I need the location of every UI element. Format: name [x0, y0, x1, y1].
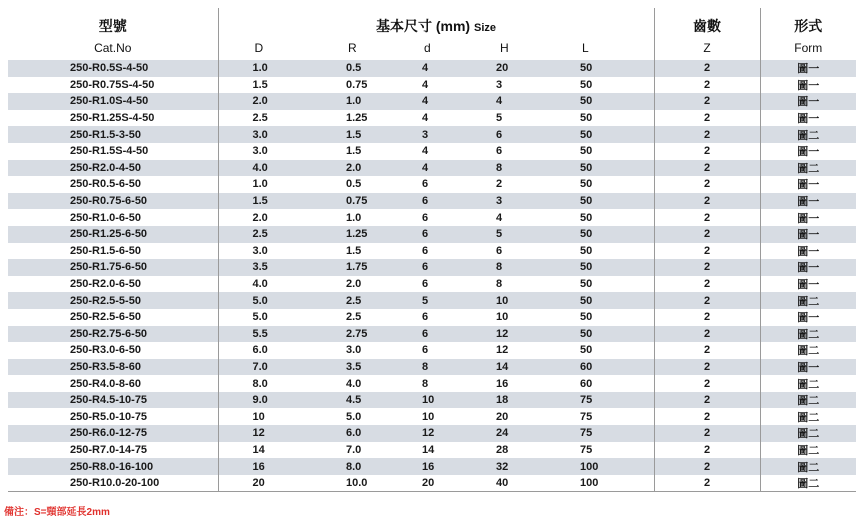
table-row: [8, 309, 856, 326]
col-shank-d-header: d: [424, 41, 431, 55]
r-cell: 2.5: [308, 292, 398, 309]
d-cell: 10: [218, 408, 308, 425]
table-row: [8, 326, 856, 343]
table-row: [8, 475, 856, 492]
teeth-cell: 2: [654, 160, 760, 177]
d-cell: 6.0: [218, 342, 308, 359]
r-cell: 4.5: [308, 392, 398, 409]
shank-d-cell: 10: [398, 392, 478, 409]
col-d-header: D: [218, 36, 308, 60]
table-header: [8, 8, 856, 60]
cat-no-cell: 250-R1.5-3-50: [8, 126, 218, 143]
shank-d-cell: 4: [398, 143, 478, 160]
r-cell: 3.5: [308, 359, 398, 376]
table-row: [8, 425, 856, 442]
l-cell: 50: [558, 93, 654, 110]
form-cell: 圖二: [760, 392, 856, 409]
r-cell: 1.75: [308, 259, 398, 276]
l-cell: 75: [558, 425, 654, 442]
r-cell: 2.0: [308, 160, 398, 177]
form-cell: 圖一: [760, 110, 856, 127]
l-cell: 75: [558, 408, 654, 425]
r-cell: 3.0: [308, 342, 398, 359]
l-cell: 50: [558, 60, 654, 77]
cat-no-cell: 250-R4.5-10-75: [8, 392, 218, 409]
r-cell: 1.25: [308, 226, 398, 243]
shank-d-cell: 4: [398, 160, 478, 177]
d-cell: 5.0: [218, 309, 308, 326]
teeth-cell: 2: [654, 126, 760, 143]
shank-d-cell: 6: [398, 243, 478, 260]
cat-no-cell: 250-R2.0-4-50: [8, 160, 218, 177]
table-row: [8, 110, 856, 127]
l-cell: 50: [558, 259, 654, 276]
d-cell: 1.0: [218, 60, 308, 77]
d-cell: 5.0: [218, 292, 308, 309]
l-cell: 50: [558, 193, 654, 210]
h-cell: 6: [478, 143, 558, 160]
teeth-cell: 2: [654, 359, 760, 376]
shank-d-cell: 5: [398, 292, 478, 309]
footnote: 備注：S=頸部延長2mm: [4, 507, 110, 518]
shank-d-cell: 14: [398, 442, 478, 459]
table-row: [8, 243, 856, 260]
d-cell: 5.5: [218, 326, 308, 343]
d-cell: 4.0: [218, 160, 308, 177]
l-cell: 50: [558, 226, 654, 243]
shank-d-cell: 4: [398, 60, 478, 77]
shank-d-cell: 6: [398, 193, 478, 210]
r-cell: 1.5: [308, 126, 398, 143]
teeth-cell: 2: [654, 60, 760, 77]
table-row: [8, 60, 856, 77]
cat-no-cell: 250-R1.75-6-50: [8, 259, 218, 276]
shank-d-cell: 6: [398, 342, 478, 359]
teeth-cell: 2: [654, 176, 760, 193]
cat-no-cell: 250-R10.0-20-100: [8, 475, 218, 492]
r-cell: 1.5: [308, 143, 398, 160]
form-cell: 圖二: [760, 342, 856, 359]
h-cell: 12: [478, 326, 558, 343]
d-cell: 9.0: [218, 392, 308, 409]
shank-d-cell: 6: [398, 176, 478, 193]
h-cell: 10: [478, 292, 558, 309]
d-cell: 7.0: [218, 359, 308, 376]
form-cell: 圖二: [760, 442, 856, 459]
d-cell: 2.5: [218, 110, 308, 127]
form-cell: 圖二: [760, 292, 856, 309]
cat-no-cell: 250-R8.0-16-100: [8, 458, 218, 475]
teeth-cell: 2: [654, 342, 760, 359]
l-cell: 50: [558, 143, 654, 160]
col-r-header: R: [348, 41, 357, 55]
r-cell: 1.0: [308, 209, 398, 226]
teeth-cell: 2: [654, 259, 760, 276]
shank-d-cell: 8: [398, 375, 478, 392]
r-cell: 0.75: [308, 193, 398, 210]
teeth-cell: 2: [654, 209, 760, 226]
l-cell: 50: [558, 243, 654, 260]
h-cell: 4: [478, 93, 558, 110]
table-row: [8, 160, 856, 177]
teeth-cell: 2: [654, 93, 760, 110]
table-row: [8, 143, 856, 160]
h-cell: 14: [478, 359, 558, 376]
table-row: [8, 226, 856, 243]
cat-no-cell: 250-R0.75S-4-50: [8, 77, 218, 94]
shank-d-cell: 6: [398, 276, 478, 293]
r-cell: 7.0: [308, 442, 398, 459]
table-body: [8, 60, 856, 492]
table-row: [8, 77, 856, 94]
teeth-cell: 2: [654, 408, 760, 425]
r-cell: 10.0: [308, 475, 398, 492]
cat-no-cell: 250-R6.0-12-75: [8, 425, 218, 442]
shank-d-cell: 12: [398, 425, 478, 442]
table-row: [8, 193, 856, 210]
shank-d-cell: 4: [398, 77, 478, 94]
table-row: [8, 292, 856, 309]
table-row: [8, 342, 856, 359]
col-h-header: H: [500, 41, 509, 55]
teeth-cell: 2: [654, 77, 760, 94]
l-cell: 50: [558, 77, 654, 94]
form-cell: 圖一: [760, 243, 856, 260]
cat-no-cell: 250-R2.0-6-50: [8, 276, 218, 293]
table-row: [8, 458, 856, 475]
size-header: [218, 8, 654, 36]
table-row: [8, 126, 856, 143]
l-cell: 50: [558, 326, 654, 343]
shank-d-cell: 6: [398, 226, 478, 243]
h-cell: 10: [478, 309, 558, 326]
h-cell: 8: [478, 259, 558, 276]
h-cell: 28: [478, 442, 558, 459]
h-cell: 5: [478, 226, 558, 243]
shank-d-cell: 20: [398, 475, 478, 492]
table-row: [8, 93, 856, 110]
form-header-en: Form: [760, 36, 856, 60]
teeth-cell: 2: [654, 143, 760, 160]
size-header-en: Size: [474, 22, 497, 34]
l-cell: 60: [558, 375, 654, 392]
cat-no-cell: 250-R0.5-6-50: [8, 176, 218, 193]
shank-d-cell: 10: [398, 408, 478, 425]
r-cell: 6.0: [308, 425, 398, 442]
spec-table-sheet: [8, 8, 856, 492]
size-header-label: 基本尺寸 (mm): [375, 18, 471, 34]
d-cell: 3.0: [218, 126, 308, 143]
table-row: [8, 375, 856, 392]
h-cell: 3: [478, 193, 558, 210]
d-cell: 1.5: [218, 193, 308, 210]
table-row: [8, 209, 856, 226]
table-row: [8, 408, 856, 425]
r-cell: 2.75: [308, 326, 398, 343]
r-cell: 0.5: [308, 176, 398, 193]
form-cell: 圖二: [760, 425, 856, 442]
teeth-cell: 2: [654, 110, 760, 127]
d-cell: 20: [218, 475, 308, 492]
teeth-cell: 2: [654, 475, 760, 492]
l-cell: 50: [558, 292, 654, 309]
d-cell: 2.0: [218, 93, 308, 110]
model-header: 型號: [98, 18, 127, 34]
form-cell: 圖二: [760, 160, 856, 177]
table-row: [8, 276, 856, 293]
shank-d-cell: 6: [398, 309, 478, 326]
teeth-cell: 2: [654, 326, 760, 343]
teeth-cell: 2: [654, 392, 760, 409]
h-cell: 5: [478, 110, 558, 127]
cat-no-cell: 250-R0.75-6-50: [8, 193, 218, 210]
r-cell: 1.0: [308, 93, 398, 110]
r-cell: 0.75: [308, 77, 398, 94]
table-row: [8, 259, 856, 276]
d-cell: 16: [218, 458, 308, 475]
form-cell: 圖二: [760, 458, 856, 475]
spec-table: [8, 8, 856, 492]
teeth-cell: 2: [654, 442, 760, 459]
cat-no-cell: 250-R3.0-6-50: [8, 342, 218, 359]
form-cell: 圖一: [760, 309, 856, 326]
h-cell: 16: [478, 375, 558, 392]
form-cell: 圖一: [760, 276, 856, 293]
teeth-cell: 2: [654, 309, 760, 326]
shank-d-cell: 6: [398, 259, 478, 276]
col-l-header: L: [582, 41, 589, 55]
cat-no-cell: 250-R2.5-6-50: [8, 309, 218, 326]
l-cell: 75: [558, 392, 654, 409]
cat-no-cell: 250-R5.0-10-75: [8, 408, 218, 425]
r-cell: 0.5: [308, 60, 398, 77]
h-cell: 2: [478, 176, 558, 193]
table-row: [8, 442, 856, 459]
table-row: [8, 176, 856, 193]
form-cell: 圖一: [760, 193, 856, 210]
h-cell: 40: [478, 475, 558, 492]
l-cell: 60: [558, 359, 654, 376]
model-header-en: Cat.No: [94, 41, 132, 55]
teeth-header: 齒數: [654, 8, 760, 36]
form-cell: 圖二: [760, 326, 856, 343]
form-cell: 圖一: [760, 77, 856, 94]
cat-no-cell: 250-R1.5-6-50: [8, 243, 218, 260]
teeth-cell: 2: [654, 276, 760, 293]
l-cell: 50: [558, 209, 654, 226]
h-cell: 3: [478, 77, 558, 94]
h-cell: 6: [478, 126, 558, 143]
h-cell: 8: [478, 276, 558, 293]
cat-no-cell: 250-R1.25S-4-50: [8, 110, 218, 127]
cat-no-cell: 250-R4.0-8-60: [8, 375, 218, 392]
cat-no-cell: 250-R1.5S-4-50: [8, 143, 218, 160]
h-cell: 6: [478, 243, 558, 260]
h-cell: 12: [478, 342, 558, 359]
cat-no-cell: 250-R0.5S-4-50: [8, 60, 218, 77]
teeth-cell: 2: [654, 243, 760, 260]
d-cell: 2.5: [218, 226, 308, 243]
d-cell: 3.0: [218, 143, 308, 160]
h-cell: 20: [478, 60, 558, 77]
form-cell: 圖二: [760, 126, 856, 143]
d-cell: 2.0: [218, 209, 308, 226]
cat-no-cell: 250-R1.0-6-50: [8, 209, 218, 226]
form-cell: 圖一: [760, 259, 856, 276]
r-cell: 2.0: [308, 276, 398, 293]
d-cell: 14: [218, 442, 308, 459]
d-cell: 4.0: [218, 276, 308, 293]
h-cell: 8: [478, 160, 558, 177]
cat-no-cell: 250-R2.5-5-50: [8, 292, 218, 309]
form-cell: 圖一: [760, 176, 856, 193]
l-cell: 50: [558, 126, 654, 143]
d-cell: 1.5: [218, 77, 308, 94]
form-header: 形式: [760, 8, 856, 36]
l-cell: 100: [558, 458, 654, 475]
h-cell: 32: [478, 458, 558, 475]
form-cell: 圖一: [760, 143, 856, 160]
form-cell: 圖一: [760, 359, 856, 376]
l-cell: 50: [558, 160, 654, 177]
cat-no-cell: 250-R7.0-14-75: [8, 442, 218, 459]
d-cell: 1.0: [218, 176, 308, 193]
d-cell: 8.0: [218, 375, 308, 392]
table-row: [8, 392, 856, 409]
d-cell: 12: [218, 425, 308, 442]
h-cell: 20: [478, 408, 558, 425]
shank-d-cell: 6: [398, 209, 478, 226]
r-cell: 5.0: [308, 408, 398, 425]
cat-no-cell: 250-R3.5-8-60: [8, 359, 218, 376]
teeth-cell: 2: [654, 193, 760, 210]
form-cell: 圖一: [760, 93, 856, 110]
l-cell: 50: [558, 342, 654, 359]
form-cell: 圖二: [760, 408, 856, 425]
teeth-cell: 2: [654, 292, 760, 309]
teeth-cell: 2: [654, 458, 760, 475]
shank-d-cell: 4: [398, 110, 478, 127]
h-cell: 18: [478, 392, 558, 409]
teeth-header-en: Z: [654, 36, 760, 60]
table-row: [8, 359, 856, 376]
form-cell: 圖二: [760, 375, 856, 392]
form-cell: 圖一: [760, 209, 856, 226]
r-cell: 1.25: [308, 110, 398, 127]
form-cell: 圖一: [760, 226, 856, 243]
cat-no-cell: 250-R1.25-6-50: [8, 226, 218, 243]
l-cell: 50: [558, 309, 654, 326]
l-cell: 50: [558, 176, 654, 193]
cat-no-cell: 250-R1.0S-4-50: [8, 93, 218, 110]
l-cell: 50: [558, 110, 654, 127]
h-cell: 24: [478, 425, 558, 442]
shank-d-cell: 16: [398, 458, 478, 475]
cat-no-cell: 250-R2.75-6-50: [8, 326, 218, 343]
shank-d-cell: 3: [398, 126, 478, 143]
teeth-cell: 2: [654, 226, 760, 243]
r-cell: 1.5: [308, 243, 398, 260]
teeth-cell: 2: [654, 425, 760, 442]
shank-d-cell: 4: [398, 93, 478, 110]
l-cell: 75: [558, 442, 654, 459]
shank-d-cell: 6: [398, 326, 478, 343]
d-cell: 3.0: [218, 243, 308, 260]
form-cell: 圖一: [760, 60, 856, 77]
r-cell: 8.0: [308, 458, 398, 475]
r-cell: 2.5: [308, 309, 398, 326]
form-cell: 圖二: [760, 475, 856, 492]
shank-d-cell: 8: [398, 359, 478, 376]
l-cell: 100: [558, 475, 654, 492]
teeth-cell: 2: [654, 375, 760, 392]
h-cell: 4: [478, 209, 558, 226]
l-cell: 50: [558, 276, 654, 293]
r-cell: 4.0: [308, 375, 398, 392]
d-cell: 3.5: [218, 259, 308, 276]
